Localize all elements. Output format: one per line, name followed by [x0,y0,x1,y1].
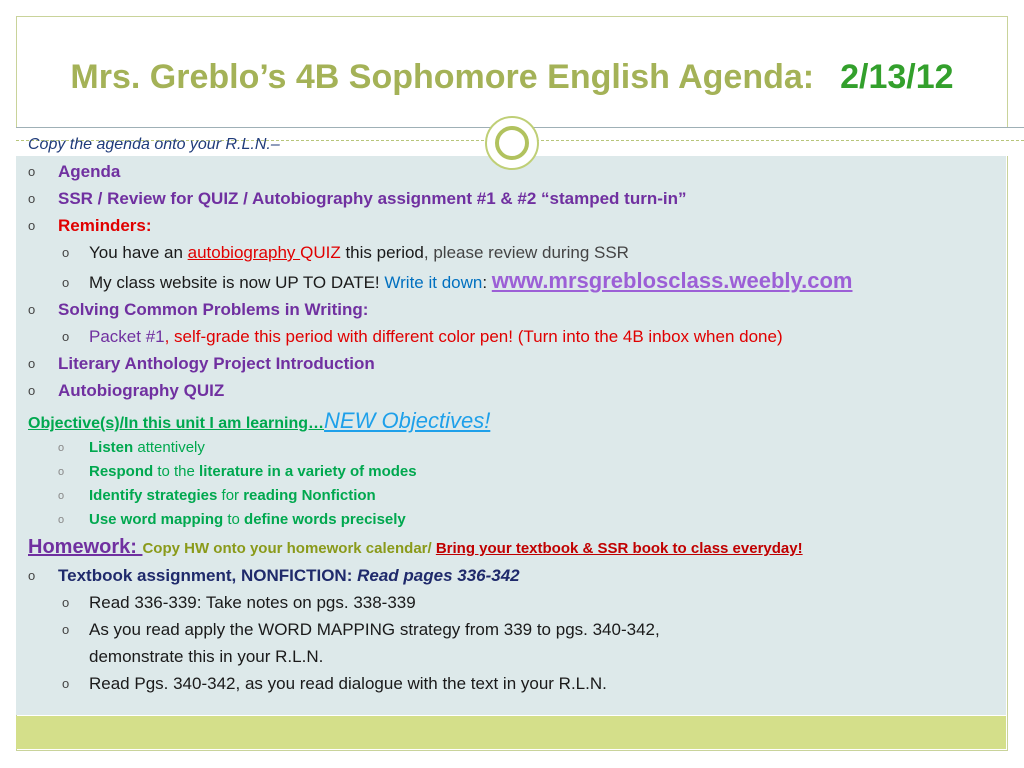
bullet-icon: o [62,329,70,344]
list-item: o Textbook assignment, NONFICTION: Read pages 336-342 [28,562,1013,589]
list-item: o Agenda [28,158,1013,185]
bullet-icon: o [58,442,65,454]
agenda-content [28,131,1013,697]
list-item: o Read Pgs. 340-342, as you read dialogue with the text in your R.L.N. [28,670,1013,697]
list-item: o Autobiography QUIZ [28,377,1013,404]
bullet-icon: o [28,568,36,583]
bullet-icon: o [28,191,36,206]
list-item: o You have an autobiography QUIZ this period, please review during SSR [28,239,1013,266]
bullet-icon: o [62,245,70,260]
bullet-icon: o [58,466,65,478]
list-item: o Solving Common Problems in Writing: [28,296,1013,323]
list-item-continuation: demonstrate this in your R.L.N. [89,647,324,666]
page-title [0,58,1024,97]
bullet-icon: o [62,622,70,637]
objective-item: o Use word mapping to define words precisely [28,508,1013,532]
list-item: o Literary Anthology Project Introduction [28,350,1013,377]
footer-bar [16,716,1006,749]
title-text: Mrs. Greblo’s 4B Sophomore English Agenda: [70,58,815,96]
bullet-icon: o [28,356,36,371]
bullet-icon: o [28,302,36,317]
list-item: o SSR / Review for QUIZ / Autobiography assignment #1 & #2 “stamped turn-in” [28,185,1013,212]
list-item: o My class website is now UP TO DATE! Write it down: www.mrsgreblosclass.weebly.com [28,266,1013,296]
bullet-icon: o [62,275,70,290]
list-item: o Packet #1, self-grade this period with different color pen! (Turn into the 4B inbox when done) [28,323,1013,350]
homework-heading: Homework: Copy HW onto your homework calendar/ Bring your textbook & SSR book to class everyday! [28,536,803,558]
bullet-icon: o [62,676,70,691]
list-item: o Reminders: [28,212,1013,239]
bullet-icon: o [62,595,70,610]
bullet-icon: o [28,164,36,179]
bullet-icon: o [28,218,36,233]
title-date: 2/13/12 [840,58,954,96]
intro-line: Copy the agenda onto your R.L.N.– [28,136,280,153]
list-item: o As you read apply the WORD MAPPING strategy from 339 to pgs. 340-342, [28,616,1013,643]
website-link[interactable]: www.mrsgreblosclass.weebly.com [491,268,853,293]
bullet-icon: o [28,383,36,398]
objective-item: o Identify strategies for reading Nonfiction [28,484,1013,508]
bullet-icon: o [58,490,65,502]
objective-item: o Respond to the literature in a variety of modes [28,460,1013,484]
bullet-icon: o [58,514,65,526]
objective-item: o Listen attentively [28,436,1013,460]
list-item: o Read 336-339: Take notes on pgs. 338-339 [28,589,1013,616]
objectives-heading: Objective(s)/In this unit I am learning…NEW Objectives! [28,408,491,433]
